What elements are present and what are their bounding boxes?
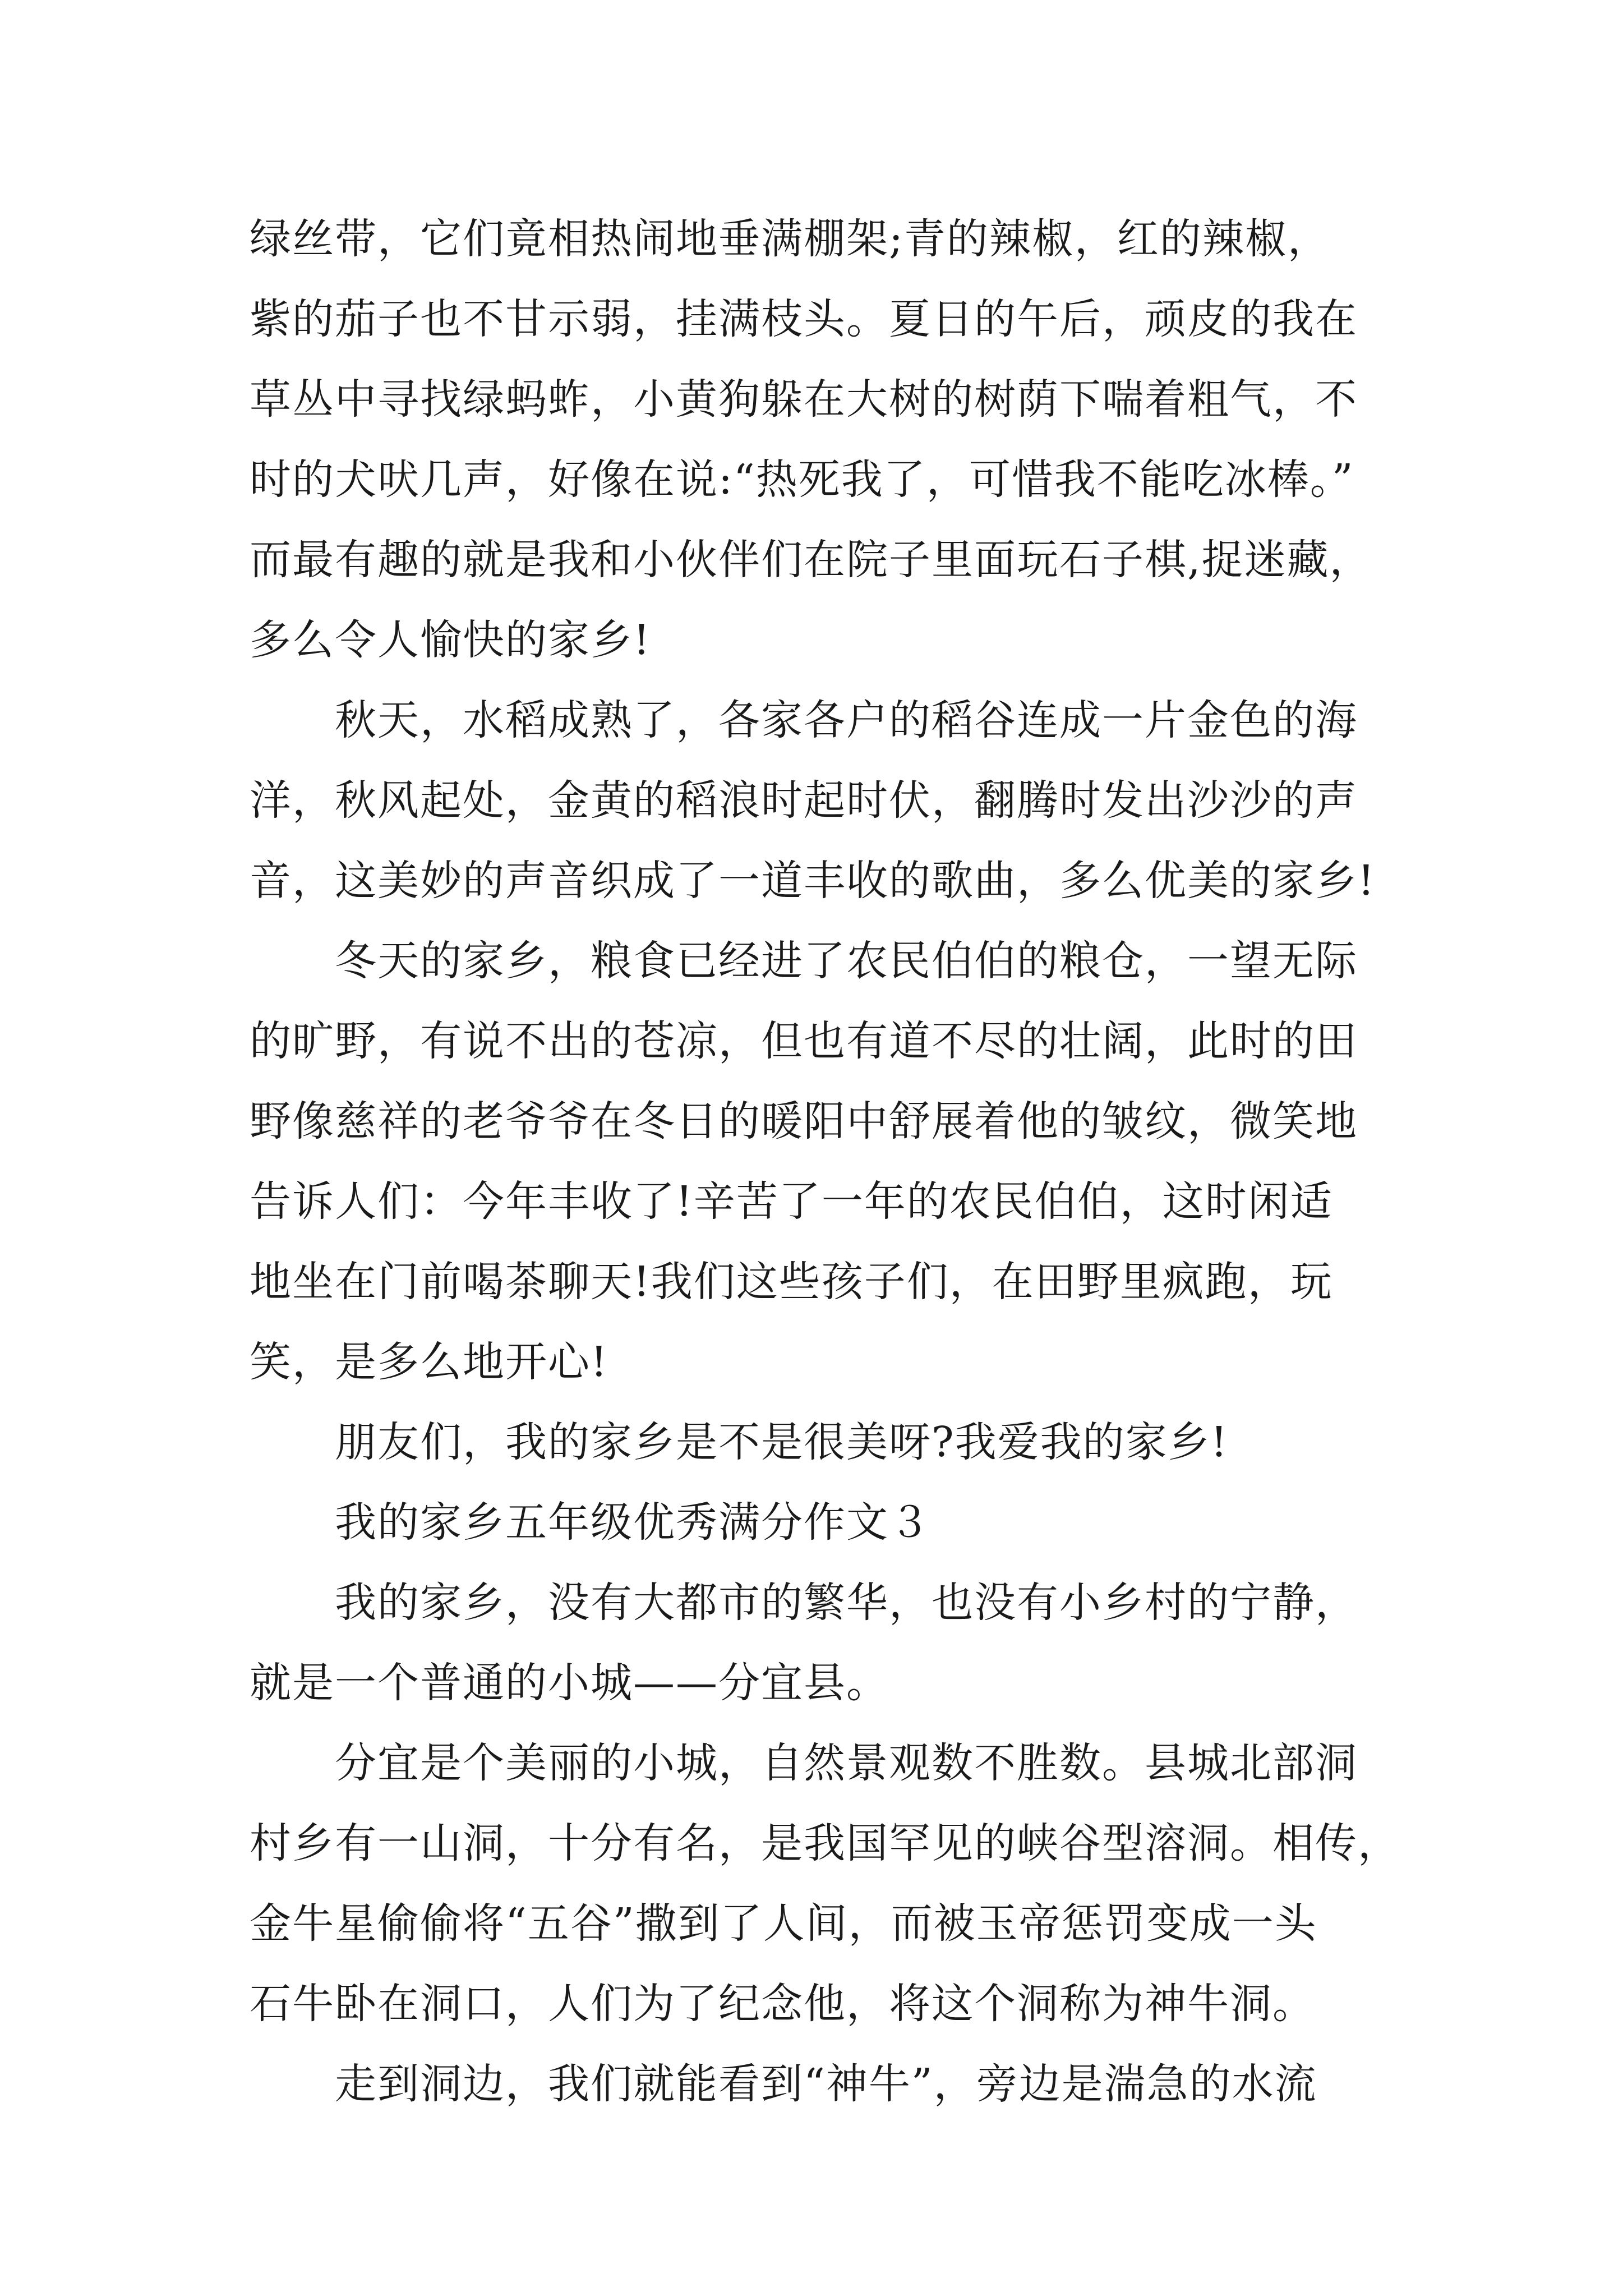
text-line: 多么令人愉快的家乡! [250, 616, 651, 664]
text-line: 野像慈祥的老爷爷在冬日的暖阳中舒展着他的皱纹，微笑地 [250, 1097, 1358, 1145]
text-line: 草丛中寻找绿蚂蚱，小黄狗躲在大树的树荫下喘着粗气，不 [250, 375, 1358, 424]
text-line: 我的家乡，没有大都市的繁华，也没有小乡村的宁静， [250, 1579, 1358, 1627]
text-line: 分宜是个美丽的小城，自然景观数不胜数。县城北部洞 [250, 1739, 1358, 1787]
text-line: 就是一个普通的小城——分宜县。 [250, 1659, 889, 1707]
text-line: 音，这美妙的声音织成了一道丰收的歌曲，多么优美的家乡! [250, 857, 1376, 905]
text-line: 洋，秋风起处，金黄的稻浪时起时伏，翻腾时发出沙沙的声 [250, 776, 1358, 825]
text-line: 冬天的家乡，粮食已经进了农民伯伯的粮仓，一望无际 [250, 937, 1358, 985]
section-heading: 我的家乡五年级优秀满分作文３ [250, 1498, 932, 1547]
text-line: 村乡有一山洞，十分有名，是我国罕见的峡谷型溶洞。相传， [250, 1819, 1400, 1867]
text-line: 石牛卧在洞口，人们为了纪念他，将这个洞称为神牛洞。 [250, 1980, 1315, 2028]
text-line: 朋友们，我的家乡是不是很美呀?我爱我的家乡! [250, 1418, 1229, 1466]
text-line: 笑，是多么地开心! [250, 1338, 608, 1386]
text-line: 紫的茄子也不甘示弱，挂满枝头。夏日的午后，顽皮的我在 [250, 295, 1358, 343]
text-line: 告诉人们：今年丰收了!辛苦了一年的农民伯伯，这时闲适 [250, 1177, 1333, 1226]
text-line: 金牛星偷偷将“五谷”撒到了人间，而被玉帝惩罚变成一头 [250, 1899, 1317, 1948]
text-line: 地坐在门前喝茶聊天!我们这些孩子们，在田野里疯跑，玩 [250, 1258, 1333, 1306]
text-line: 秋天，水稻成熟了，各家各户的稻谷连成一片金色的海 [250, 696, 1358, 744]
text-line: 的旷野，有说不出的苍凉，但也有道不尽的壮阔，此时的田 [250, 1017, 1358, 1065]
essay-body [250, 199, 1400, 2124]
text-line: 绿丝带，它们竟相热闹地垂满棚架;青的辣椒，红的辣椒， [250, 215, 1330, 263]
text-line: 时的犬吠几声，好像在说:“热死我了，可惜我不能吃冰棒。” [250, 455, 1354, 504]
text-line: 走到洞边，我们就能看到“神牛”，旁边是湍急的水流 [250, 2060, 1317, 2108]
text-line: 而最有趣的就是我和小伙伴们在院子里面玩石子棋,捉迷藏， [250, 536, 1372, 584]
